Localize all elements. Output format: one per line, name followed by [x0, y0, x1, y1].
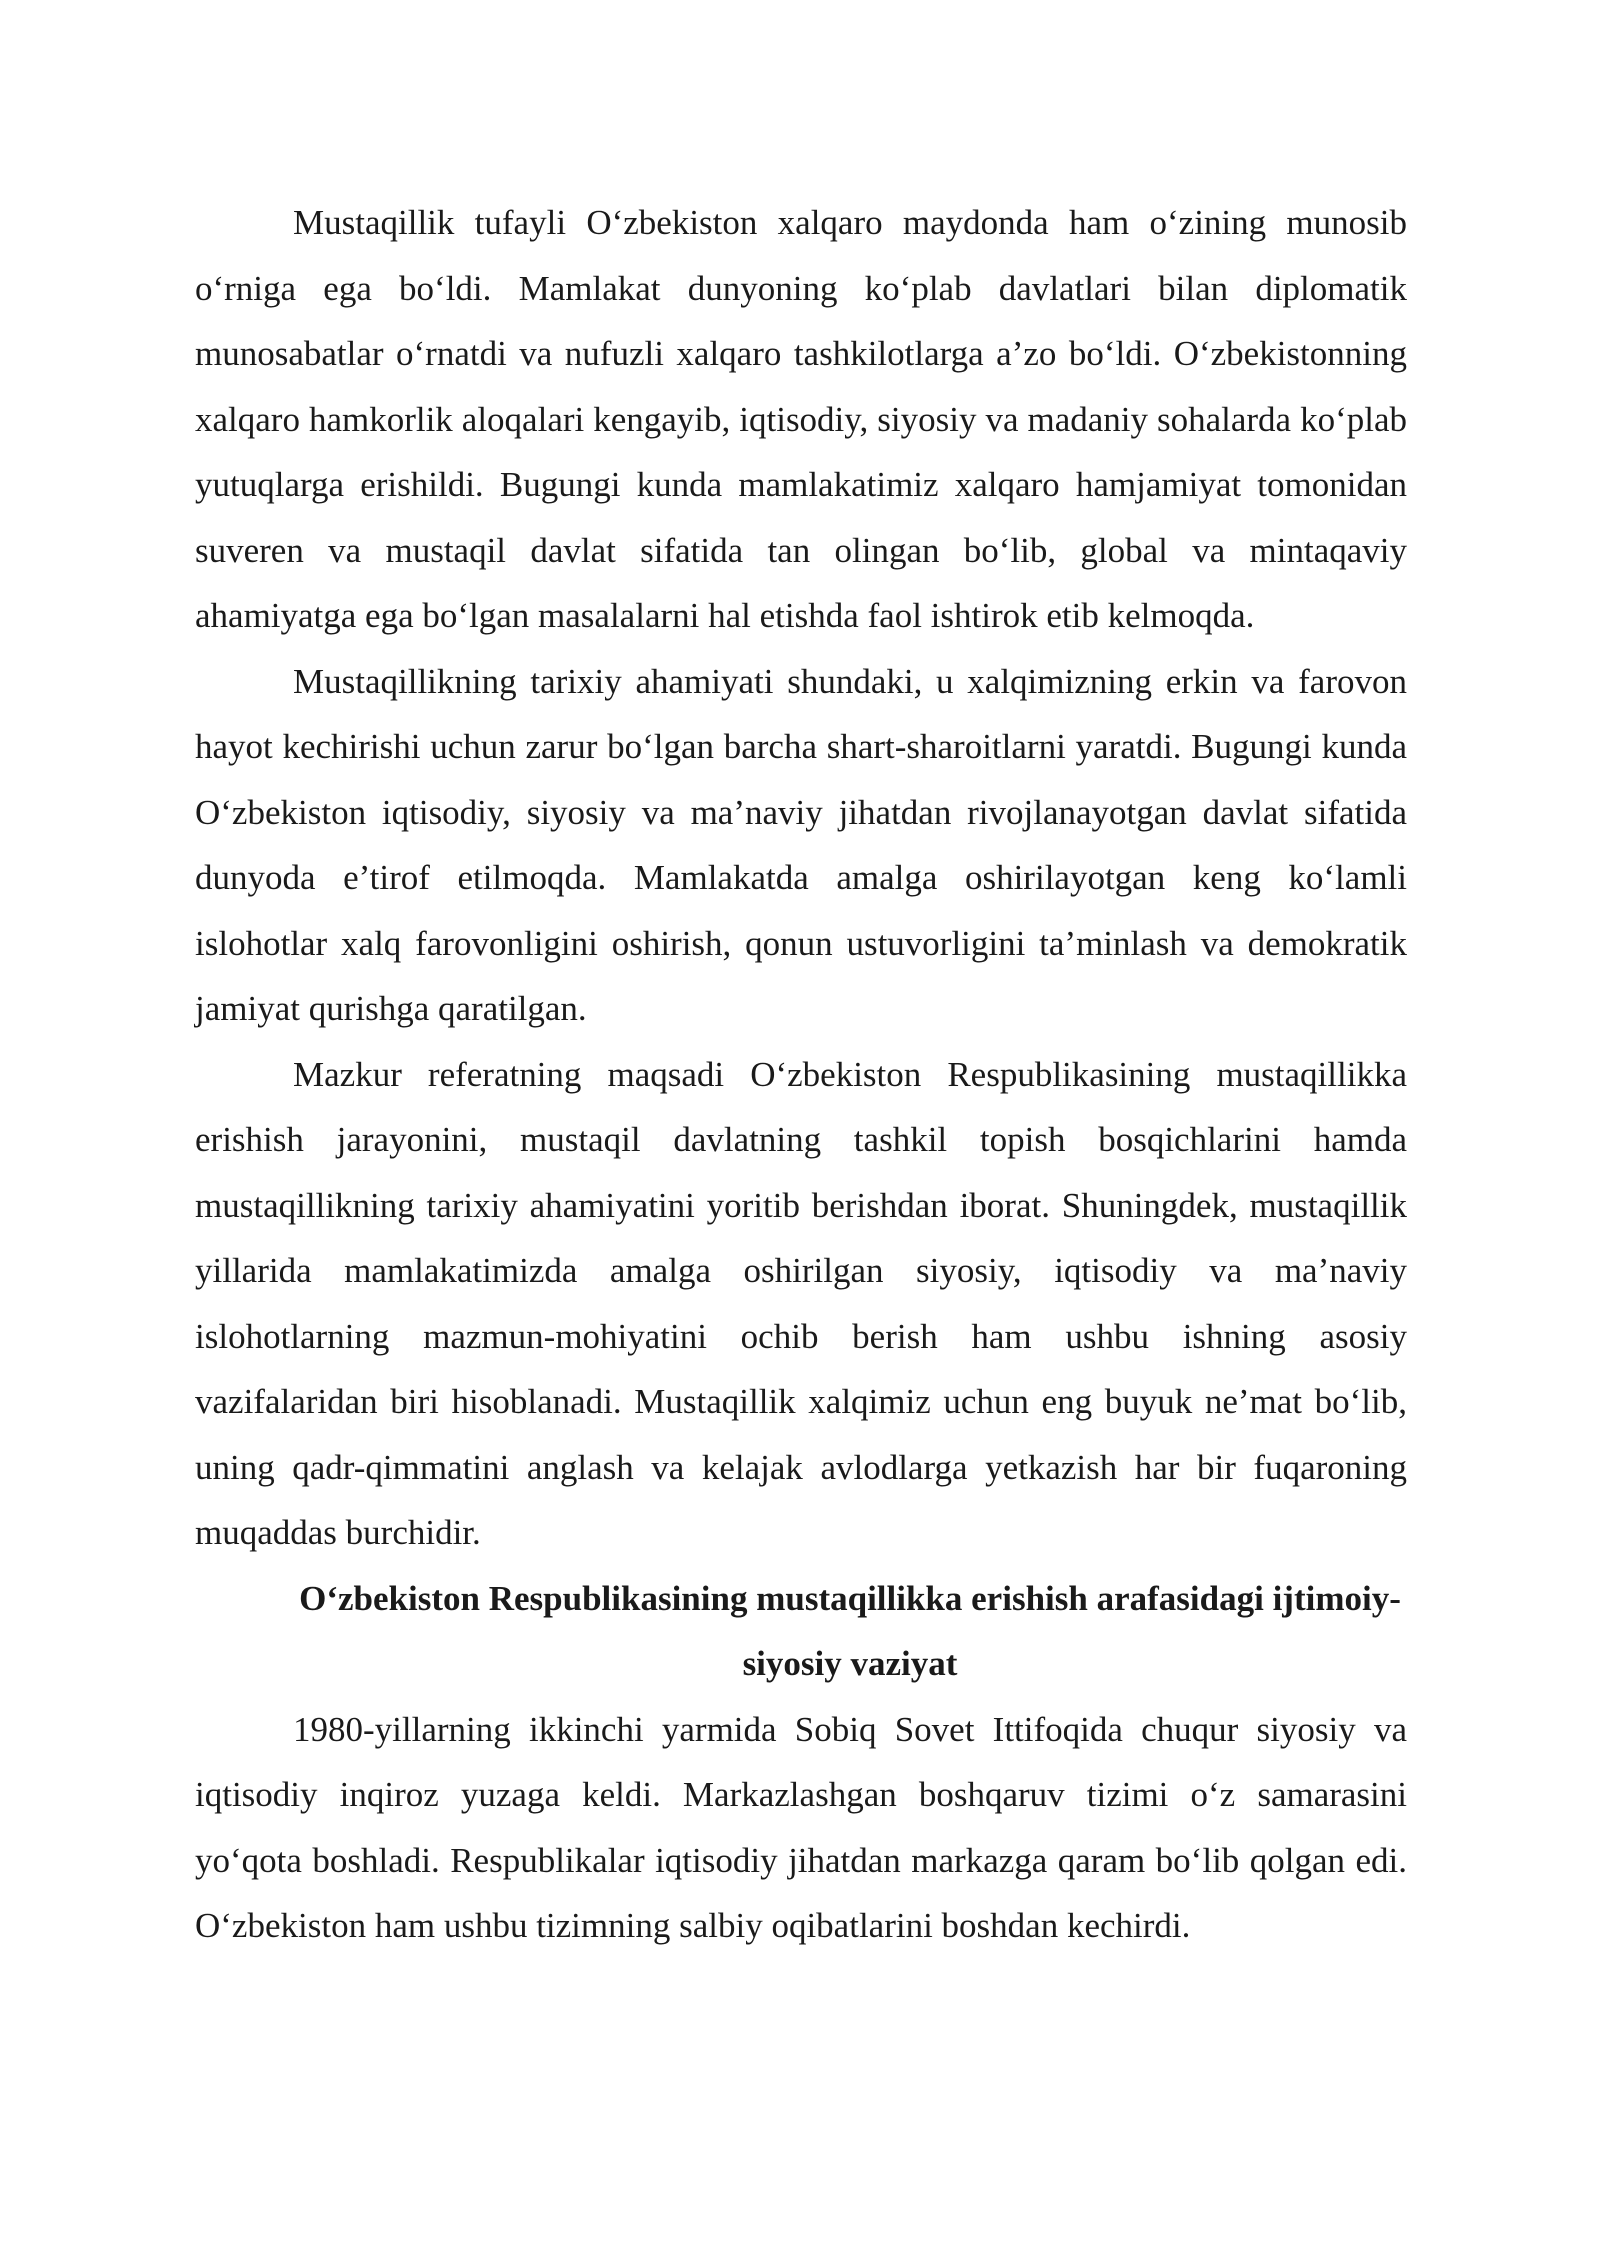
paragraph-soviet-crisis: 1980-yillarning ikkinchi yarmida Sobiq Sovet Ittifoqida chuqur siyosiy va iqtisodiy inqiroz yuzaga keldi. Markazlashgan boshqaruv tizimi o‘z samarasini yo‘qota boshladi. Respublikalar iqtisodiy jihatdan markazga qaram bo‘lib qolgan edi. O‘zbekiston ham ushbu tizimning salbiy oqibatlarini boshdan kechirdi. — [195, 1709, 1407, 1945]
paragraph-historical-significance: Mustaqillikning tarixiy ahamiyati shundaki, u xalqimizning erkin va farovon hayot kechirishi uchun zarur bo‘lgan barcha shart-sharoitlarni yaratdi. Bugungi kunda O‘zbekiston iqtisodiy, siyosiy va ma’naviy jihatdan rivojlanayotgan davlat sifatida dunyoda e’tirof etilmoqda. Mamlakatda amalga oshirilayotgan keng ko‘lamli islohotlar xalq farovonligini oshirish, qonun ustuvorligini ta’minlash va demokratik jamiyat qurishga qaratilgan. — [195, 661, 1407, 1028]
paragraph-international-relations: Mustaqillik tufayli O‘zbekiston xalqaro maydonda ham o‘zining munosib o‘rniga ega bo‘ldi. Mamlakat dunyoning ko‘plab davlatlari bilan diplomatik munosabatlar o‘rnatdi va nufuzli xalqaro tashkilotlarga a’zo bo‘ldi. O‘zbekistonning xalqaro hamkorlik aloqalari kengayib, iqtisodiy, siyosiy va madaniy sohalarda ko‘plab yutuqlarga erishildi. Bugungi kunda mamlakatimiz xalqaro hamjamiyat tomonidan suveren va mustaqil davlat sifatida tan olingan bo‘lib, global va mintaqaviy ahamiyatga ega bo‘lgan masalalarni hal etishda faol ishtirok etib kelmoqda. — [195, 203, 1407, 635]
paragraph-report-purpose: Mazkur referatning maqsadi O‘zbekiston Respublikasining mustaqillikka erishish jarayonini, mustaqil davlatning tashkil topish bosqichlarini hamda mustaqillikning tarixiy ahamiyatini yoritib berishdan iborat. Shuningdek, mustaqillik yillarida mamlakatimizda amalga oshirilgan siyosiy, iqtisodiy va ma’naviy islohotlarning mazmun-mohiyatini ochib berish ham ushbu ishning asosiy vazifalaridan biri hisoblanadi. Mustaqillik xalqimiz uchun eng buyuk ne’mat bo‘lib, uning qadr-qimmatini anglash va kelajak avlodlarga yetkazish har bir fuqaroning muqaddas burchidir. — [195, 1054, 1407, 1552]
document-page — [195, 190, 1407, 1959]
section-heading: O‘zbekiston Respublikasining mustaqillikka erishish arafasidagi ijtimoiy-siyosiy vaziyat — [299, 1578, 1401, 1683]
